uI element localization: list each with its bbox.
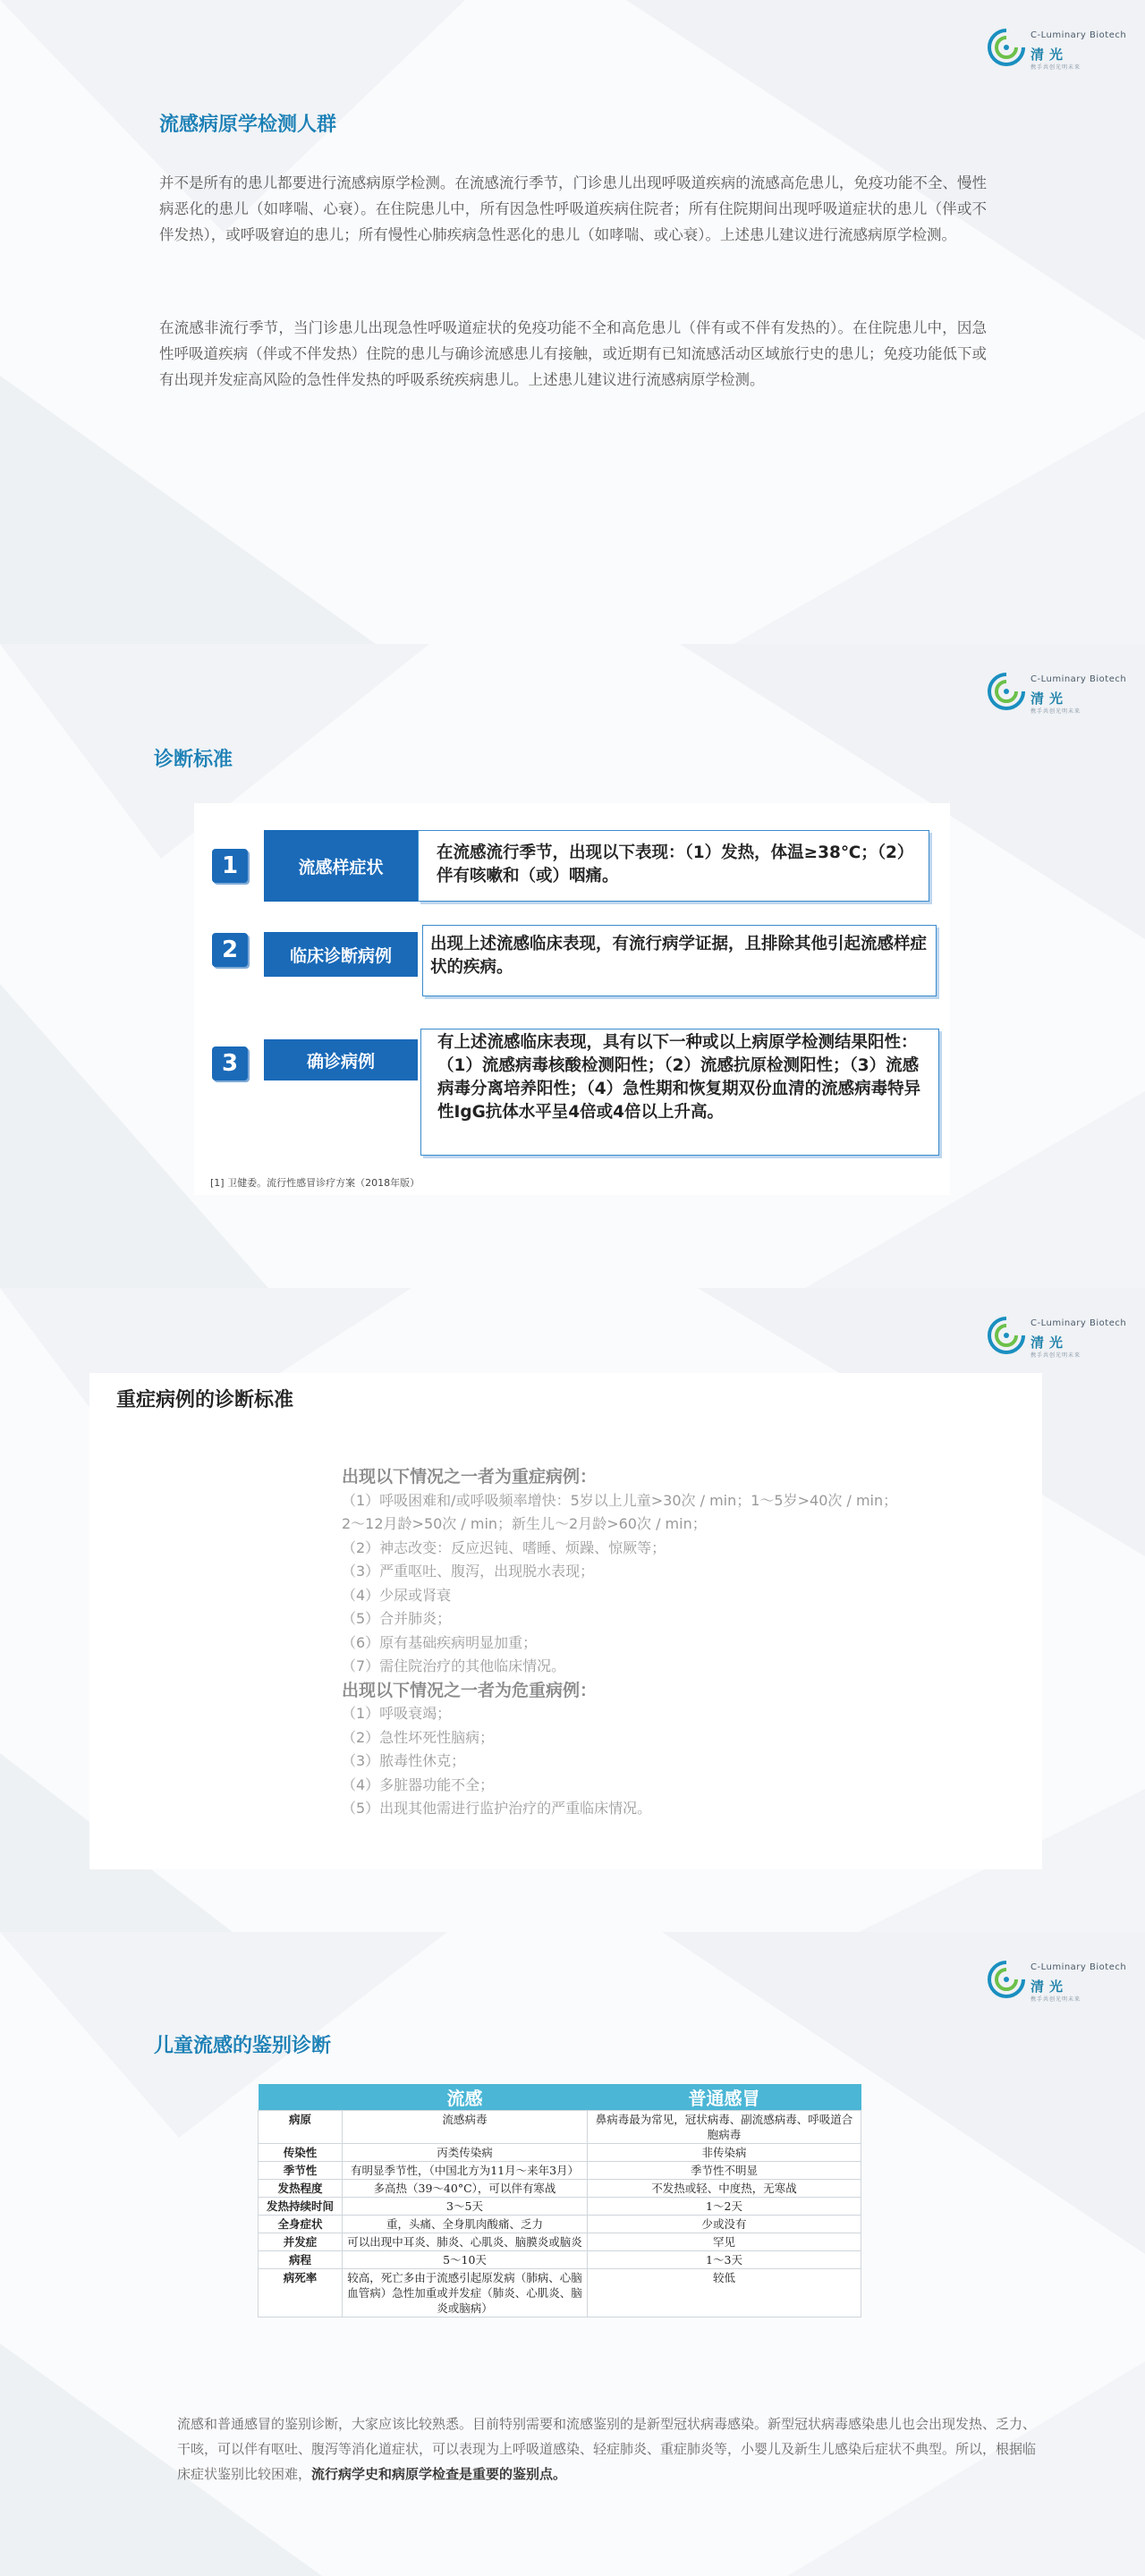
table-row xyxy=(259,2269,861,2318)
table-cell: 非传染病 xyxy=(588,2144,861,2162)
list-item: （3）严重呕吐、腹泻，出现脱水表现； xyxy=(342,1563,595,1580)
table-header-cell: 流感 xyxy=(343,2084,588,2111)
note-emphasis: 流行病学史和病原学检查是重要的鉴别点。 xyxy=(311,2466,567,2482)
table-cell: 可以出现中耳炎、肺炎、心肌炎、脑膜炎或脑炎 xyxy=(343,2233,588,2251)
list-item: （2）神志改变：反应迟钝、嗜睡、烦躁、惊厥等； xyxy=(342,1538,666,1556)
logo-mark-icon xyxy=(986,27,1027,68)
table-cell: 鼻病毒最为常见，冠状病毒、副流感病毒、呼吸道合胞病毒 xyxy=(588,2111,861,2144)
row-header: 发热程度 xyxy=(259,2180,343,2198)
logo-tagline: 携手共创光明未来 xyxy=(1030,64,1081,71)
page-title: 儿童流感的鉴别诊断 xyxy=(154,2035,332,2057)
critical-heading: 出现以下情况之一者为危重病例： xyxy=(342,1680,598,1700)
row-header: 病程 xyxy=(259,2251,343,2269)
list-item: （1）呼吸困难和/或呼吸频率增快：5岁以上儿童>30次 / min；1～5岁>40次 / min； xyxy=(342,1491,898,1509)
list-item: （5）出现其他需进行监护治疗的严重临床情况。 xyxy=(342,1800,652,1817)
table-cell: 重，头痛、全身肌肉酸痛、乏力 xyxy=(343,2216,588,2233)
brand-logo xyxy=(986,669,1129,719)
table-row xyxy=(259,2251,861,2269)
row-header: 全身症状 xyxy=(259,2216,343,2233)
table-row xyxy=(259,2162,861,2180)
table-cell: 较低 xyxy=(588,2269,861,2318)
table-cell: 丙类传染病 xyxy=(343,2144,588,2162)
logo-tagline: 携手共创光明未来 xyxy=(1030,1996,1081,2003)
note-text: 流感和普通感冒的鉴别诊断，大家应该比较熟悉。目前特别需要和流感鉴别的是新型冠状病毒感染。新型冠状病毒感染患儿也会出现发热、乏力、干咳，可以伴有呕吐、腹泻等消化道症状，可以表现为上呼吸道感染、轻症肺炎、重症肺炎等，小婴儿及新生儿感染后症状不典型。所以，根据临床症状鉴别比较困难， xyxy=(177,2416,1037,2482)
criterion-description: 出现上述流感临床表现，有流行病学证据，且排除其他引起流感样症状的疾病。 xyxy=(422,925,937,996)
logo-name-en: C-Luminary Biotech xyxy=(1030,1962,1127,1972)
severe-heading: 出现以下情况之一者为重症病例： xyxy=(342,1467,598,1487)
brand-logo xyxy=(986,1313,1129,1363)
table-row xyxy=(259,2216,861,2233)
criterion-description: 在流感流行季节，出现以下表现：（1）发热，体温≥38℃；（2）伴有咳嗽和（或）咽痛。 xyxy=(418,830,929,902)
logo-name-cn: 清光 xyxy=(1030,47,1069,63)
slide-testing-population xyxy=(0,0,1145,644)
logo-name-en: C-Luminary Biotech xyxy=(1030,30,1127,40)
paragraph: 并不是所有的患儿都要进行流感病原学检测。在流感流行季节，门诊患儿出现呼吸道疾病的流感高危患儿，免疫功能不全、慢性病恶化的患儿（如哮喘、心衰）。在住院患儿中，所有因急性呼吸道疾病住院者；所有住院期间出现呼吸道症状的患儿（伴或不伴发热），或呼吸窘迫的患儿；所有慢性心肺疾病急性恶化的患儿（如哮喘、或心衰）。上述患儿建议进行流感病原学检测。 xyxy=(159,174,987,243)
row-header: 病原 xyxy=(259,2111,343,2144)
list-item: （3）脓毒性休克； xyxy=(342,1752,466,1769)
row-header: 病死率 xyxy=(259,2269,343,2318)
logo-name-cn: 清光 xyxy=(1030,1335,1069,1351)
list-item: （1）呼吸衰竭； xyxy=(342,1705,452,1722)
table-header-cell xyxy=(259,2084,343,2111)
table-row xyxy=(259,2198,861,2216)
paragraph: 在流感非流行季节，当门诊患儿出现急性呼吸道症状的免疫功能不全和高危患儿（伴有或不伴有发热的）。在住院患儿中，因急性呼吸道疾病（伴或不伴发热）住院的患儿与确诊流感患儿有接触，或近期有已知流感活动区域旅行史的患儿；免疫功能低下或有出现并发症高风险的急性伴发热的呼吸系统疾病患儿。上述患儿建议进行流感病原学检测。 xyxy=(159,319,987,388)
table-cell: 5～10天 xyxy=(343,2251,588,2269)
table-cell: 罕见 xyxy=(588,2233,861,2251)
table-cell: 1～2天 xyxy=(588,2198,861,2216)
logo-mark-icon xyxy=(986,1315,1027,1356)
table-header-cell: 普通感冒 xyxy=(588,2084,861,2111)
table-row xyxy=(259,2111,861,2144)
severe-criteria-list xyxy=(342,1465,932,1821)
logo-name-en: C-Luminary Biotech xyxy=(1030,674,1127,684)
criterion-number: 2 xyxy=(212,933,248,967)
footnote: [1] 卫健委。流行性感冒诊疗方案（2018年版） xyxy=(210,1177,420,1189)
logo-mark-icon xyxy=(986,1959,1027,2000)
list-item: （2）急性坏死性脑病； xyxy=(342,1728,495,1746)
table-header-row xyxy=(259,2084,861,2111)
list-item: （7）需住院治疗的其他临床情况。 xyxy=(342,1657,566,1674)
list-item: 2～12月龄>50次 / min；新生儿～2月龄>60次 / min； xyxy=(342,1515,707,1532)
list-item: （5）合并肺炎； xyxy=(342,1610,452,1627)
row-header: 传染性 xyxy=(259,2144,343,2162)
page-title: 流感病原学检测人群 xyxy=(159,114,337,136)
row-header: 季节性 xyxy=(259,2162,343,2180)
criterion-description: 有上述流感临床表现，具有以下一种或以上病原学检测结果阳性：（1）流感病毒核酸检测阳性；（2）流感抗原检测阳性；（3）流感病毒分离培养阳性；（4）急性期和恢复期双份血清的流感病毒特异性IgG抗体水平呈4倍或4倍以上升高。 xyxy=(420,1029,939,1156)
logo-mark-icon xyxy=(986,671,1027,712)
criterion-number: 1 xyxy=(212,849,248,883)
row-header: 并发症 xyxy=(259,2233,343,2251)
logo-name-en: C-Luminary Biotech xyxy=(1030,1318,1127,1328)
table-row xyxy=(259,2180,861,2198)
criterion-number: 3 xyxy=(212,1046,248,1080)
page-title: 重症病例的诊断标准 xyxy=(116,1389,294,1411)
logo-name-cn: 清光 xyxy=(1030,1979,1069,1995)
explanation-paragraph xyxy=(177,2411,1036,2487)
table-row xyxy=(259,2233,861,2251)
table-cell: 不发热或轻、中度热，无寒战 xyxy=(588,2180,861,2198)
criterion-label: 确诊病例 xyxy=(264,1039,418,1080)
table-cell: 有明显季节性，（中国北方为11月～来年3月） xyxy=(343,2162,588,2180)
logo-name-cn: 清光 xyxy=(1030,691,1069,707)
table-cell: 季节性不明显 xyxy=(588,2162,861,2180)
brand-logo xyxy=(986,25,1129,75)
row-header: 发热持续时间 xyxy=(259,2198,343,2216)
list-item: （4）多脏器功能不全； xyxy=(342,1775,495,1793)
table-cell: 1～3天 xyxy=(588,2251,861,2269)
table-cell: 少或没有 xyxy=(588,2216,861,2233)
list-item: （6）原有基础疾病明显加重； xyxy=(342,1633,538,1651)
table-cell: 流感病毒 xyxy=(343,2111,588,2144)
page-title: 诊断标准 xyxy=(154,749,233,771)
table-cell: 多高热（39～40°C），可以伴有寒战 xyxy=(343,2180,588,2198)
comparison-table xyxy=(258,2084,861,2318)
logo-tagline: 携手共创光明未来 xyxy=(1030,708,1081,715)
list-item: （4）少尿或肾衰 xyxy=(342,1586,452,1604)
criterion-label: 流感样症状 xyxy=(264,830,418,902)
brand-logo xyxy=(986,1957,1129,2007)
logo-tagline: 携手共创光明未来 xyxy=(1030,1352,1081,1359)
table-cell: 较高，死亡多由于流感引起原发病（肺病、心脑血管病）急性加重或并发症（肺炎、心肌炎、脑炎或脑病） xyxy=(343,2269,588,2318)
table-row xyxy=(259,2144,861,2162)
table-cell: 3～5天 xyxy=(343,2198,588,2216)
criterion-label: 临床诊断病例 xyxy=(264,932,418,977)
